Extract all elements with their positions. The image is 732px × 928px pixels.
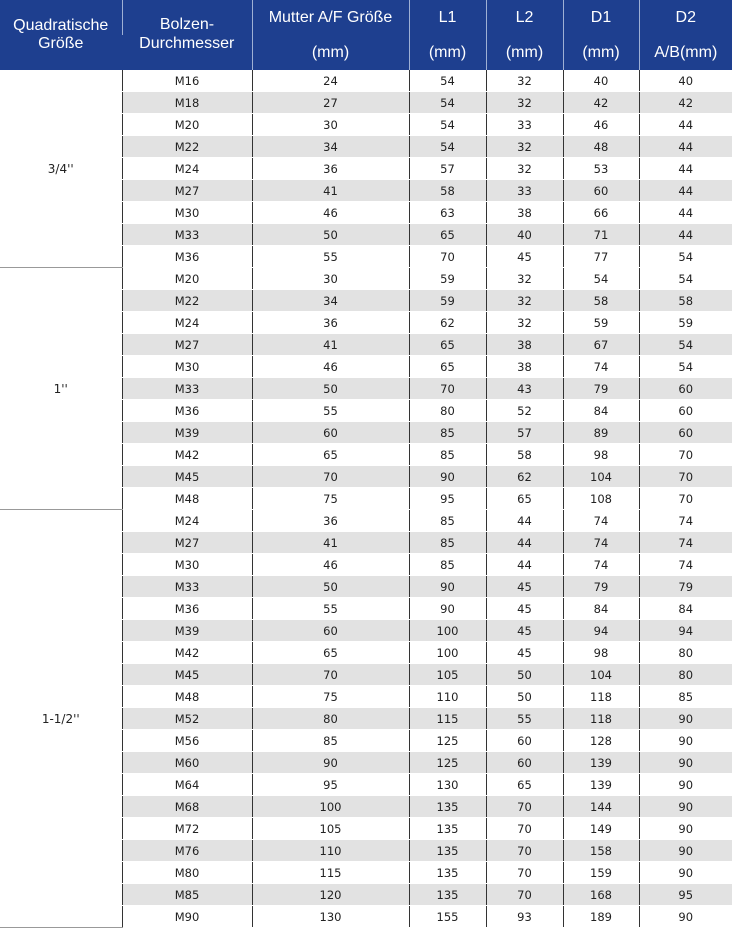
- d2-cell: 44: [639, 224, 732, 246]
- d2-cell: 85: [639, 686, 732, 708]
- d2-cell: 74: [639, 554, 732, 576]
- table-row: [0, 70, 732, 92]
- bolt-cell: M72: [122, 818, 252, 840]
- table-header: [0, 0, 732, 70]
- l1-cell: 59: [409, 290, 486, 312]
- l2-cell: 38: [486, 334, 563, 356]
- header-l1: L1: [409, 0, 486, 35]
- d2-cell: 44: [639, 114, 732, 136]
- l1-cell: 125: [409, 730, 486, 752]
- l1-cell: 90: [409, 598, 486, 620]
- l2-cell: 45: [486, 576, 563, 598]
- l1-cell: 125: [409, 752, 486, 774]
- l2-cell: 45: [486, 246, 563, 268]
- l2-cell: 45: [486, 620, 563, 642]
- bolt-cell: M48: [122, 686, 252, 708]
- bolt-cell: M30: [122, 554, 252, 576]
- header-nut-af: Mutter A/F Größe: [252, 0, 409, 35]
- d1-cell: 48: [563, 136, 639, 158]
- l1-cell: 70: [409, 246, 486, 268]
- nut-af-cell: 105: [252, 818, 409, 840]
- l1-cell: 85: [409, 422, 486, 444]
- bolt-cell: M76: [122, 840, 252, 862]
- d2-cell: 79: [639, 576, 732, 598]
- bolt-cell: M60: [122, 752, 252, 774]
- header-bolt-diameter-line1: Bolzen-: [122, 0, 252, 35]
- nut-af-cell: 41: [252, 532, 409, 554]
- l1-cell: 85: [409, 554, 486, 576]
- d1-cell: 66: [563, 202, 639, 224]
- l2-cell: 55: [486, 708, 563, 730]
- l2-cell: 38: [486, 356, 563, 378]
- d1-cell: 40: [563, 70, 639, 92]
- l1-cell: 115: [409, 708, 486, 730]
- l2-cell: 44: [486, 554, 563, 576]
- nut-af-cell: 24: [252, 70, 409, 92]
- d1-cell: 104: [563, 466, 639, 488]
- l1-cell: 110: [409, 686, 486, 708]
- header-square-size-line2: Größe: [38, 35, 84, 52]
- bolt-cell: M64: [122, 774, 252, 796]
- bolt-cell: M36: [122, 598, 252, 620]
- d1-cell: 139: [563, 774, 639, 796]
- d1-cell: 79: [563, 576, 639, 598]
- nut-af-cell: 90: [252, 752, 409, 774]
- nut-af-cell: 75: [252, 488, 409, 510]
- d1-cell: 74: [563, 510, 639, 532]
- d2-cell: 90: [639, 708, 732, 730]
- l1-cell: 90: [409, 466, 486, 488]
- l1-cell: 135: [409, 862, 486, 884]
- nut-af-cell: 50: [252, 378, 409, 400]
- header-bolt-diameter-line2: Durchmesser: [122, 35, 252, 70]
- l1-cell: 65: [409, 334, 486, 356]
- nut-af-cell: 34: [252, 136, 409, 158]
- l2-cell: 70: [486, 862, 563, 884]
- d1-cell: 54: [563, 268, 639, 290]
- bolt-cell: M42: [122, 642, 252, 664]
- l1-cell: 100: [409, 642, 486, 664]
- l1-cell: 100: [409, 620, 486, 642]
- bolt-cell: M80: [122, 862, 252, 884]
- d2-cell: 44: [639, 202, 732, 224]
- nut-af-cell: 115: [252, 862, 409, 884]
- bolt-cell: M27: [122, 532, 252, 554]
- bolt-cell: M39: [122, 620, 252, 642]
- d1-cell: 94: [563, 620, 639, 642]
- header-l1-unit: (mm): [409, 35, 486, 70]
- d1-cell: 71: [563, 224, 639, 246]
- nut-af-cell: 60: [252, 620, 409, 642]
- d1-cell: 74: [563, 356, 639, 378]
- l2-cell: 65: [486, 774, 563, 796]
- square-size-cell: 1'': [0, 268, 122, 510]
- d1-cell: 189: [563, 906, 639, 928]
- l2-cell: 70: [486, 796, 563, 818]
- l2-cell: 65: [486, 488, 563, 510]
- table-row: [0, 268, 732, 290]
- d1-cell: 42: [563, 92, 639, 114]
- d2-cell: 44: [639, 136, 732, 158]
- nut-af-cell: 46: [252, 202, 409, 224]
- header-l2: L2: [486, 0, 563, 35]
- l2-cell: 33: [486, 114, 563, 136]
- nut-af-cell: 41: [252, 334, 409, 356]
- header-nut-af-unit: (mm): [252, 35, 409, 70]
- nut-af-cell: 70: [252, 466, 409, 488]
- l2-cell: 50: [486, 664, 563, 686]
- d1-cell: 128: [563, 730, 639, 752]
- nut-af-cell: 130: [252, 906, 409, 928]
- l2-cell: 44: [486, 510, 563, 532]
- bolt-cell: M27: [122, 180, 252, 202]
- d1-cell: 60: [563, 180, 639, 202]
- nut-af-cell: 36: [252, 312, 409, 334]
- header-l2-unit: (mm): [486, 35, 563, 70]
- l2-cell: 93: [486, 906, 563, 928]
- l2-cell: 70: [486, 840, 563, 862]
- d2-cell: 95: [639, 884, 732, 906]
- l1-cell: 85: [409, 510, 486, 532]
- nut-af-cell: 55: [252, 400, 409, 422]
- d2-cell: 44: [639, 180, 732, 202]
- l1-cell: 63: [409, 202, 486, 224]
- d2-cell: 90: [639, 774, 732, 796]
- d2-cell: 70: [639, 444, 732, 466]
- l1-cell: 54: [409, 70, 486, 92]
- bolt-cell: M30: [122, 202, 252, 224]
- nut-af-cell: 34: [252, 290, 409, 312]
- l1-cell: 80: [409, 400, 486, 422]
- nut-af-cell: 46: [252, 356, 409, 378]
- d1-cell: 104: [563, 664, 639, 686]
- nut-af-cell: 85: [252, 730, 409, 752]
- d2-cell: 90: [639, 752, 732, 774]
- nut-af-cell: 50: [252, 224, 409, 246]
- l2-cell: 32: [486, 92, 563, 114]
- l2-cell: 32: [486, 70, 563, 92]
- d1-cell: 98: [563, 642, 639, 664]
- d2-cell: 74: [639, 532, 732, 554]
- d2-cell: 80: [639, 642, 732, 664]
- d1-cell: 144: [563, 796, 639, 818]
- d2-cell: 54: [639, 334, 732, 356]
- d2-cell: 94: [639, 620, 732, 642]
- bolt-cell: M30: [122, 356, 252, 378]
- bolt-cell: M36: [122, 246, 252, 268]
- l1-cell: 155: [409, 906, 486, 928]
- bolt-cell: M22: [122, 290, 252, 312]
- d1-cell: 79: [563, 378, 639, 400]
- nut-af-cell: 27: [252, 92, 409, 114]
- d1-cell: 158: [563, 840, 639, 862]
- l1-cell: 85: [409, 532, 486, 554]
- bolt-cell: M39: [122, 422, 252, 444]
- d2-cell: 90: [639, 818, 732, 840]
- nut-af-cell: 65: [252, 444, 409, 466]
- d2-cell: 59: [639, 312, 732, 334]
- l2-cell: 70: [486, 818, 563, 840]
- d2-cell: 70: [639, 488, 732, 510]
- nut-af-cell: 110: [252, 840, 409, 862]
- header-d1: D1: [563, 0, 639, 35]
- l1-cell: 54: [409, 114, 486, 136]
- d1-cell: 74: [563, 554, 639, 576]
- l2-cell: 60: [486, 752, 563, 774]
- d1-cell: 67: [563, 334, 639, 356]
- d2-cell: 74: [639, 510, 732, 532]
- d1-cell: 168: [563, 884, 639, 906]
- bolt-cell: M33: [122, 576, 252, 598]
- l1-cell: 130: [409, 774, 486, 796]
- d1-cell: 108: [563, 488, 639, 510]
- l1-cell: 135: [409, 840, 486, 862]
- bolt-cell: M20: [122, 268, 252, 290]
- table-row: [0, 510, 732, 532]
- l1-cell: 135: [409, 796, 486, 818]
- d1-cell: 118: [563, 686, 639, 708]
- l2-cell: 45: [486, 598, 563, 620]
- nut-af-cell: 55: [252, 598, 409, 620]
- d2-cell: 60: [639, 378, 732, 400]
- l2-cell: 58: [486, 444, 563, 466]
- l1-cell: 54: [409, 92, 486, 114]
- d1-cell: 89: [563, 422, 639, 444]
- d2-cell: 90: [639, 796, 732, 818]
- square-size-cell: 3/4'': [0, 70, 122, 268]
- d2-cell: 40: [639, 70, 732, 92]
- l1-cell: 62: [409, 312, 486, 334]
- d2-cell: 60: [639, 422, 732, 444]
- l1-cell: 58: [409, 180, 486, 202]
- bolt-cell: M90: [122, 906, 252, 928]
- d2-cell: 90: [639, 840, 732, 862]
- bolt-cell: M56: [122, 730, 252, 752]
- header-d2-unit: A/B(mm): [639, 35, 732, 70]
- bolt-cell: M36: [122, 400, 252, 422]
- nut-af-cell: 70: [252, 664, 409, 686]
- l2-cell: 62: [486, 466, 563, 488]
- nut-af-cell: 65: [252, 642, 409, 664]
- nut-af-cell: 50: [252, 576, 409, 598]
- nut-af-cell: 46: [252, 554, 409, 576]
- l2-cell: 43: [486, 378, 563, 400]
- l2-cell: 44: [486, 532, 563, 554]
- l2-cell: 32: [486, 290, 563, 312]
- d1-cell: 77: [563, 246, 639, 268]
- l1-cell: 135: [409, 818, 486, 840]
- d1-cell: 139: [563, 752, 639, 774]
- l1-cell: 70: [409, 378, 486, 400]
- l2-cell: 45: [486, 642, 563, 664]
- bolt-cell: M85: [122, 884, 252, 906]
- d2-cell: 90: [639, 862, 732, 884]
- bolt-cell: M16: [122, 70, 252, 92]
- d2-cell: 80: [639, 664, 732, 686]
- l1-cell: 135: [409, 884, 486, 906]
- d1-cell: 159: [563, 862, 639, 884]
- d2-cell: 44: [639, 158, 732, 180]
- bolt-cell: M45: [122, 664, 252, 686]
- l1-cell: 65: [409, 224, 486, 246]
- l1-cell: 57: [409, 158, 486, 180]
- d1-cell: 59: [563, 312, 639, 334]
- d2-cell: 90: [639, 730, 732, 752]
- bolt-cell: M42: [122, 444, 252, 466]
- nut-af-cell: 80: [252, 708, 409, 730]
- d2-cell: 54: [639, 268, 732, 290]
- nut-af-cell: 41: [252, 180, 409, 202]
- d2-cell: 54: [639, 246, 732, 268]
- l1-cell: 105: [409, 664, 486, 686]
- l2-cell: 57: [486, 422, 563, 444]
- nut-af-cell: 30: [252, 114, 409, 136]
- l1-cell: 65: [409, 356, 486, 378]
- l2-cell: 33: [486, 180, 563, 202]
- l2-cell: 32: [486, 158, 563, 180]
- d1-cell: 98: [563, 444, 639, 466]
- d2-cell: 60: [639, 400, 732, 422]
- l1-cell: 90: [409, 576, 486, 598]
- d1-cell: 84: [563, 598, 639, 620]
- table-body: [0, 70, 732, 928]
- bolt-cell: M24: [122, 158, 252, 180]
- nut-af-cell: 75: [252, 686, 409, 708]
- l2-cell: 50: [486, 686, 563, 708]
- nut-af-cell: 36: [252, 510, 409, 532]
- header-square-size-line1: Quadratische: [13, 17, 109, 34]
- d1-cell: 58: [563, 290, 639, 312]
- header-d2: D2: [639, 0, 732, 35]
- nut-af-cell: 30: [252, 268, 409, 290]
- l1-cell: 54: [409, 136, 486, 158]
- bolt-cell: M33: [122, 224, 252, 246]
- bolt-cell: M24: [122, 312, 252, 334]
- d1-cell: 149: [563, 818, 639, 840]
- d1-cell: 74: [563, 532, 639, 554]
- bolt-cell: M48: [122, 488, 252, 510]
- nut-af-cell: 95: [252, 774, 409, 796]
- l2-cell: 38: [486, 202, 563, 224]
- nut-af-cell: 55: [252, 246, 409, 268]
- nut-af-cell: 36: [252, 158, 409, 180]
- bolt-cell: M27: [122, 334, 252, 356]
- bolt-cell: M68: [122, 796, 252, 818]
- bolt-cell: M52: [122, 708, 252, 730]
- d2-cell: 54: [639, 356, 732, 378]
- nut-af-cell: 100: [252, 796, 409, 818]
- d1-cell: 53: [563, 158, 639, 180]
- l2-cell: 32: [486, 136, 563, 158]
- bolt-cell: M33: [122, 378, 252, 400]
- nut-af-cell: 120: [252, 884, 409, 906]
- d1-cell: 84: [563, 400, 639, 422]
- l2-cell: 60: [486, 730, 563, 752]
- header-square-size: [0, 0, 122, 70]
- d2-cell: 70: [639, 466, 732, 488]
- l2-cell: 32: [486, 268, 563, 290]
- l2-cell: 40: [486, 224, 563, 246]
- d2-cell: 58: [639, 290, 732, 312]
- d2-cell: 42: [639, 92, 732, 114]
- square-size-cell: 1-1/2'': [0, 510, 122, 928]
- d2-cell: 84: [639, 598, 732, 620]
- l1-cell: 95: [409, 488, 486, 510]
- d1-cell: 118: [563, 708, 639, 730]
- l2-cell: 32: [486, 312, 563, 334]
- bolt-cell: M24: [122, 510, 252, 532]
- bolt-cell: M22: [122, 136, 252, 158]
- nut-af-cell: 60: [252, 422, 409, 444]
- bolt-cell: M20: [122, 114, 252, 136]
- l1-cell: 85: [409, 444, 486, 466]
- bolt-cell: M45: [122, 466, 252, 488]
- l1-cell: 59: [409, 268, 486, 290]
- bolt-cell: M18: [122, 92, 252, 114]
- l2-cell: 70: [486, 884, 563, 906]
- d2-cell: 90: [639, 906, 732, 928]
- d1-cell: 46: [563, 114, 639, 136]
- header-d1-unit: (mm): [563, 35, 639, 70]
- l2-cell: 52: [486, 400, 563, 422]
